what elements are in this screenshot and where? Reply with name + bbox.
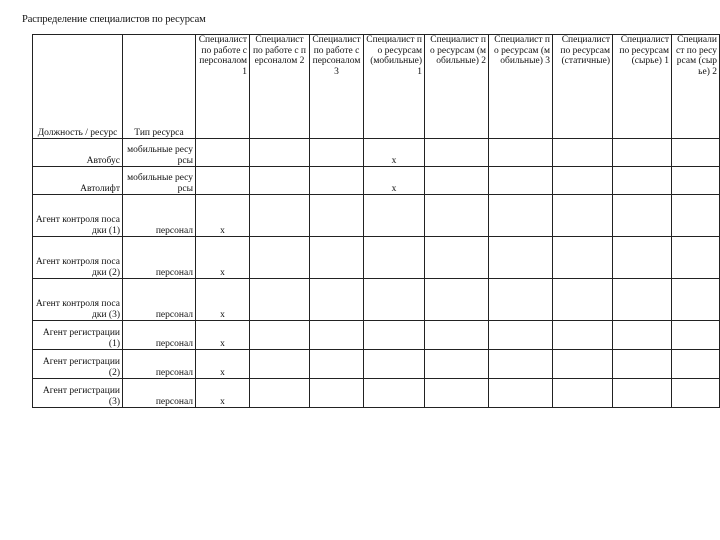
assignment-cell xyxy=(425,167,489,195)
resource-type-cell: персонал xyxy=(123,321,196,350)
assignment-cell xyxy=(553,237,613,279)
assignment-cell xyxy=(613,195,672,237)
assignment-cell xyxy=(364,279,425,321)
assignment-cell xyxy=(310,237,364,279)
assignment-cell: x xyxy=(196,237,250,279)
assignment-cell xyxy=(613,279,672,321)
assignment-cell: x xyxy=(196,379,250,408)
assignment-cell xyxy=(425,139,489,167)
assignment-cell xyxy=(364,350,425,379)
position-cell: Агент регистрации (3) xyxy=(33,379,123,408)
assignment-cell xyxy=(364,379,425,408)
resource-type-cell: персонал xyxy=(123,379,196,408)
assignment-cell xyxy=(196,167,250,195)
assignment-cell xyxy=(553,379,613,408)
assignment-cell xyxy=(553,167,613,195)
position-cell: Автобус xyxy=(33,139,123,167)
assignment-cell: x xyxy=(364,139,425,167)
assignment-cell xyxy=(489,321,553,350)
assignment-cell xyxy=(613,321,672,350)
header-static-specialist: Специалист по ресурсам (статичные) xyxy=(553,35,613,139)
resource-type-cell: мобильные ресурсы xyxy=(123,167,196,195)
header-raw-specialist-2: Специалист по ресурсам (сырье) 2 xyxy=(672,35,720,139)
assignment-cell xyxy=(613,139,672,167)
assignment-cell: x xyxy=(196,279,250,321)
assignment-cell xyxy=(250,321,310,350)
assignment-cell xyxy=(672,321,720,350)
header-hr-specialist-1: Специалист по работе с персоналом 1 xyxy=(196,35,250,139)
header-hr-specialist-3: Специалист по работе с персоналом 3 xyxy=(310,35,364,139)
resource-type-cell: персонал xyxy=(123,195,196,237)
assignment-cell xyxy=(310,279,364,321)
position-cell: Агент контроля посадки (3) xyxy=(33,279,123,321)
assignment-cell: x xyxy=(364,167,425,195)
header-mobile-specialist-3: Специалист по ресурсам (мобильные) 3 xyxy=(489,35,553,139)
header-mobile-specialist-2: Специалист по ресурсам (мобильные) 2 xyxy=(425,35,489,139)
assignment-cell xyxy=(250,350,310,379)
table-row xyxy=(33,167,720,195)
table-row xyxy=(33,279,720,321)
table-body xyxy=(33,139,720,408)
assignment-cell xyxy=(364,195,425,237)
assignment-cell xyxy=(250,167,310,195)
assignment-cell xyxy=(250,379,310,408)
position-cell: Агент регистрации (1) xyxy=(33,321,123,350)
assignment-cell xyxy=(553,195,613,237)
assignment-cell xyxy=(553,279,613,321)
assignment-cell xyxy=(553,321,613,350)
assignment-cell xyxy=(672,279,720,321)
assignment-cell xyxy=(672,139,720,167)
assignment-cell xyxy=(310,321,364,350)
header-resource-type: Тип ресурса xyxy=(123,35,196,139)
resource-type-cell: мобильные ресурсы xyxy=(123,139,196,167)
assignment-cell xyxy=(489,237,553,279)
page-title: Распределение специалистов по ресурсам xyxy=(22,14,206,25)
assignment-cell xyxy=(425,379,489,408)
assignment-cell xyxy=(310,379,364,408)
table-row xyxy=(33,139,720,167)
assignment-cell xyxy=(310,167,364,195)
assignment-cell xyxy=(613,379,672,408)
assignment-cell xyxy=(364,321,425,350)
assignment-cell xyxy=(489,139,553,167)
assignment-cell xyxy=(425,237,489,279)
assignment-cell xyxy=(553,139,613,167)
assignment-cell: x xyxy=(196,321,250,350)
assignment-cell xyxy=(250,279,310,321)
assignment-cell xyxy=(672,195,720,237)
assignment-cell xyxy=(672,379,720,408)
assignment-cell xyxy=(196,139,250,167)
specialist-allocation-table xyxy=(32,34,720,408)
assignment-cell xyxy=(425,195,489,237)
assignment-cell xyxy=(489,279,553,321)
resource-type-cell: персонал xyxy=(123,350,196,379)
position-cell: Автолифт xyxy=(33,167,123,195)
position-cell: Агент контроля посадки (2) xyxy=(33,237,123,279)
assignment-cell xyxy=(672,237,720,279)
table-row xyxy=(33,321,720,350)
assignment-cell xyxy=(425,279,489,321)
assignment-cell xyxy=(613,167,672,195)
assignment-cell xyxy=(489,167,553,195)
header-row xyxy=(33,35,720,139)
resource-type-cell: персонал xyxy=(123,279,196,321)
assignment-cell xyxy=(310,350,364,379)
assignment-cell xyxy=(613,350,672,379)
assignment-cell xyxy=(672,167,720,195)
table-row xyxy=(33,350,720,379)
assignment-cell: x xyxy=(196,350,250,379)
header-hr-specialist-2: Специалист по работе с персоналом 2 xyxy=(250,35,310,139)
assignment-cell xyxy=(310,139,364,167)
assignment-cell xyxy=(250,195,310,237)
assignment-cell xyxy=(489,195,553,237)
position-cell: Агент регистрации (2) xyxy=(33,350,123,379)
assignment-cell xyxy=(672,350,720,379)
assignment-cell xyxy=(310,195,364,237)
resource-type-cell: персонал xyxy=(123,237,196,279)
assignment-cell xyxy=(250,237,310,279)
assignment-cell xyxy=(489,350,553,379)
position-cell: Агент контроля посадки (1) xyxy=(33,195,123,237)
assignment-cell: x xyxy=(196,195,250,237)
assignment-cell xyxy=(489,379,553,408)
header-position: Должность / ресурс xyxy=(33,35,123,139)
assignment-cell xyxy=(613,237,672,279)
table-row xyxy=(33,195,720,237)
assignment-cell xyxy=(425,321,489,350)
table-row xyxy=(33,237,720,279)
assignment-cell xyxy=(364,237,425,279)
assignment-cell xyxy=(553,350,613,379)
table-row xyxy=(33,379,720,408)
header-mobile-specialist-1: Специалист по ресурсам (мобильные) 1 xyxy=(364,35,425,139)
assignment-cell xyxy=(425,350,489,379)
header-raw-specialist-1: Специалист по ресурсам (сырье) 1 xyxy=(613,35,672,139)
assignment-cell xyxy=(250,139,310,167)
